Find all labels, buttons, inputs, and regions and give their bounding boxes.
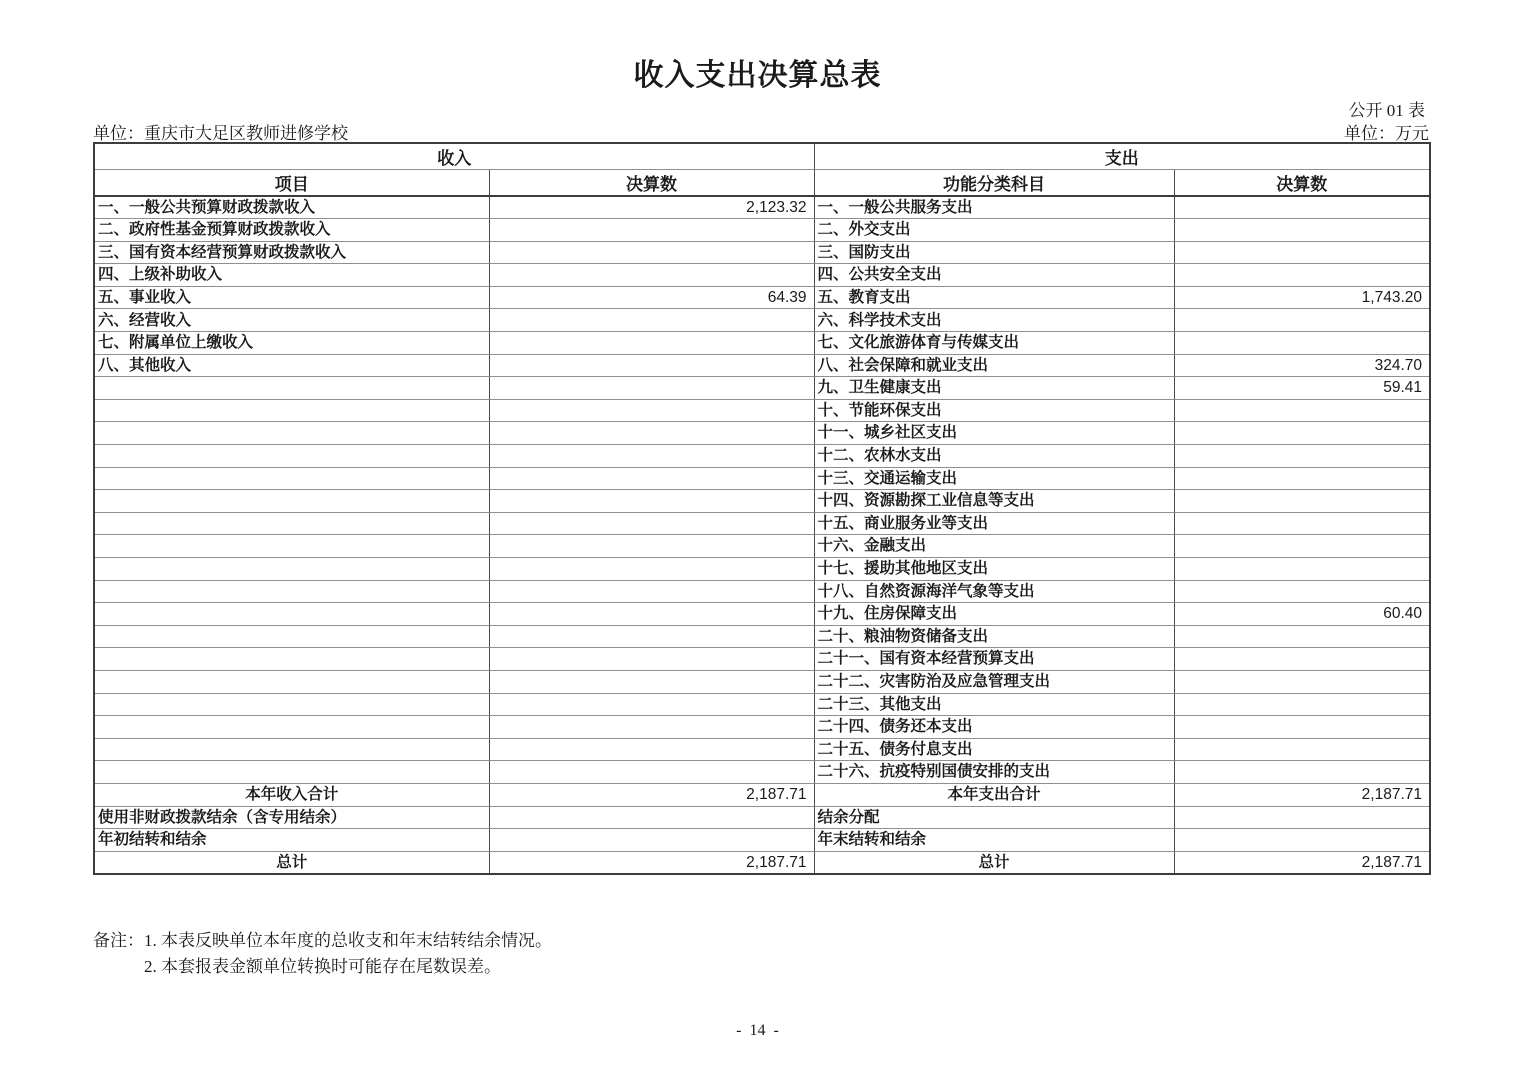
expenditure-item-cell: 六、科学技术支出 [814,309,1174,332]
expenditure-amount-cell [1174,761,1430,784]
revenue-amount-cell: 2,187.71 [489,851,814,874]
revenue-item-cell: 总计 [94,851,489,874]
col-header-revenue-amount: 决算数 [489,170,814,197]
expenditure-amount-cell [1174,422,1430,445]
revenue-amount-cell [489,535,814,558]
page-title: 收入支出决算总表 [633,59,882,92]
expenditure-item-cell: 十六、金融支出 [814,535,1174,558]
revenue-amount-cell [489,580,814,603]
expenditure-item-cell: 九、卫生健康支出 [814,377,1174,400]
table-row [94,422,1430,445]
expenditure-amount-cell: 2,187.71 [1174,783,1430,806]
revenue-item-cell: 六、经营收入 [94,309,489,332]
expenditure-amount-cell [1174,196,1430,219]
table-row [94,512,1430,535]
table-row [94,309,1430,332]
expenditure-amount-cell [1174,829,1430,852]
expenditure-item-cell: 十二、农林水支出 [814,445,1174,468]
revenue-item-cell [94,377,489,400]
revenue-amount-cell [489,648,814,671]
revenue-amount-cell [489,219,814,242]
expenditure-item-cell: 本年支出合计 [814,783,1174,806]
col-header-item: 项目 [94,170,489,197]
table-row [94,558,1430,581]
expenditure-item-cell: 十七、援助其他地区支出 [814,558,1174,581]
revenue-amount-cell [489,422,814,445]
revenue-amount-cell [489,399,814,422]
section-header-row [94,143,1430,170]
unit-name-label: 单位：重庆市大足区教师进修学校 [93,124,348,143]
revenue-amount-cell [489,829,814,852]
revenue-amount-cell [489,354,814,377]
table-row [94,241,1430,264]
revenue-item-cell: 本年收入合计 [94,783,489,806]
revenue-item-cell [94,625,489,648]
expenditure-item-cell: 一、一般公共服务支出 [814,196,1174,219]
expenditure-item-cell: 十八、自然资源海洋气象等支出 [814,580,1174,603]
revenue-item-cell [94,558,489,581]
expenditure-item-cell: 年末结转和结余 [814,829,1174,852]
table-row [94,219,1430,242]
table-row [94,580,1430,603]
revenue-amount-cell: 2,187.71 [489,783,814,806]
notes-block [93,928,552,981]
expenditure-item-cell: 七、文化旅游体育与传媒支出 [814,332,1174,355]
expenditure-item-cell: 四、公共安全支出 [814,264,1174,287]
revenue-amount-cell [489,693,814,716]
expenditure-item-cell: 二、外交支出 [814,219,1174,242]
table-row [94,806,1430,829]
expenditure-amount-cell [1174,580,1430,603]
revenue-amount-cell [489,558,814,581]
expenditure-amount-cell: 60.40 [1174,603,1430,626]
expenditure-amount-cell: 1,743.20 [1174,286,1430,309]
table-row [94,851,1430,874]
revenue-item-cell [94,490,489,513]
revenue-amount-cell [489,445,814,468]
table-number-label: 公开 01 表 [1348,101,1425,120]
expenditure-item-cell: 总计 [814,851,1174,874]
table-row [94,783,1430,806]
revenue-item-cell [94,422,489,445]
col-header-expenditure-amount: 决算数 [1174,170,1430,197]
expenditure-amount-cell [1174,806,1430,829]
expenditure-amount-cell [1174,309,1430,332]
revenue-item-cell [94,603,489,626]
table-row [94,603,1430,626]
revenue-item-cell [94,399,489,422]
expenditure-amount-cell [1174,625,1430,648]
table-header [94,143,1430,196]
expenditure-item-cell: 十、节能环保支出 [814,399,1174,422]
revenue-amount-cell [489,490,814,513]
revenue-section-header: 收入 [94,143,814,170]
table-row [94,264,1430,287]
page-number: - 14 - [736,1022,779,1039]
revenue-item-cell [94,445,489,468]
revenue-amount-cell: 64.39 [489,286,814,309]
table-row [94,467,1430,490]
note-line-2: 2. 本套报表金额单位转换时可能存在尾数误差。 [144,957,501,977]
table-row [94,196,1430,219]
revenue-amount-cell [489,603,814,626]
expenditure-amount-cell [1174,445,1430,468]
expenditure-amount-cell: 2,187.71 [1174,851,1430,874]
revenue-item-cell [94,580,489,603]
column-header-row [94,170,1430,197]
table-row [94,445,1430,468]
expenditure-item-cell: 二十、粮油物资储备支出 [814,625,1174,648]
revenue-amount-cell [489,377,814,400]
revenue-amount-cell [489,738,814,761]
expenditure-amount-cell [1174,490,1430,513]
col-header-function-category: 功能分类科目 [814,170,1174,197]
expenditure-item-cell: 二十一、国有资本经营预算支出 [814,648,1174,671]
revenue-item-cell [94,512,489,535]
expenditure-item-cell: 十一、城乡社区支出 [814,422,1174,445]
expenditure-item-cell: 十九、住房保障支出 [814,603,1174,626]
revenue-item-cell: 四、上级补助收入 [94,264,489,287]
expenditure-amount-cell [1174,241,1430,264]
revenue-amount-cell [489,670,814,693]
expenditure-amount-cell [1174,467,1430,490]
expenditure-item-cell: 二十五、债务付息支出 [814,738,1174,761]
revenue-item-cell: 使用非财政拨款结余（含专用结余） [94,806,489,829]
table-row [94,670,1430,693]
expenditure-item-cell: 二十三、其他支出 [814,693,1174,716]
table-row [94,829,1430,852]
expenditure-item-cell: 十四、资源勘探工业信息等支出 [814,490,1174,513]
revenue-item-cell [94,761,489,784]
revenue-amount-cell [489,716,814,739]
revenue-amount-cell [489,806,814,829]
revenue-item-cell: 七、附属单位上缴收入 [94,332,489,355]
expenditure-amount-cell [1174,558,1430,581]
revenue-item-cell [94,670,489,693]
expenditure-item-cell: 十三、交通运输支出 [814,467,1174,490]
revenue-amount-cell [489,761,814,784]
table-body [94,196,1430,874]
table-row [94,377,1430,400]
table-row [94,648,1430,671]
table-row [94,490,1430,513]
revenue-item-cell [94,535,489,558]
expenditure-amount-cell [1174,219,1430,242]
revenue-item-cell [94,716,489,739]
table-row [94,286,1430,309]
expenditure-item-cell: 十五、商业服务业等支出 [814,512,1174,535]
expenditure-item-cell: 结余分配 [814,806,1174,829]
revenue-amount-cell [489,241,814,264]
expenditure-amount-cell: 324.70 [1174,354,1430,377]
expenditure-amount-cell [1174,535,1430,558]
revenue-item-cell: 五、事业收入 [94,286,489,309]
revenue-item-cell: 年初结转和结余 [94,829,489,852]
table-row [94,332,1430,355]
note-line-1: 1. 本表反映单位本年度的总收支和年末结转结余情况。 [144,931,552,950]
notes-lines [144,928,552,981]
revenue-amount-cell [489,467,814,490]
expenditure-amount-cell [1174,648,1430,671]
expenditure-amount-cell: 59.41 [1174,377,1430,400]
revenue-item-cell [94,467,489,490]
expenditure-item-cell: 五、教育支出 [814,286,1174,309]
expenditure-amount-cell [1174,332,1430,355]
expenditure-amount-cell [1174,670,1430,693]
expenditure-amount-cell [1174,693,1430,716]
table-row [94,693,1430,716]
revenue-amount-cell [489,264,814,287]
expenditure-item-cell: 八、社会保障和就业支出 [814,354,1174,377]
revenue-item-cell: 一、一般公共预算财政拨款收入 [94,196,489,219]
table-row [94,535,1430,558]
table-row [94,761,1430,784]
revenue-amount-cell: 2,123.32 [489,196,814,219]
revenue-item-cell [94,693,489,716]
expenditure-amount-cell [1174,716,1430,739]
expenditure-item-cell: 三、国防支出 [814,241,1174,264]
revenue-item-cell: 八、其他收入 [94,354,489,377]
expenditure-amount-cell [1174,264,1430,287]
budget-summary-table [93,142,1431,875]
table-row [94,716,1430,739]
expenditure-amount-cell [1174,738,1430,761]
expenditure-item-cell: 二十四、债务还本支出 [814,716,1174,739]
expenditure-item-cell: 二十六、抗疫特别国债安排的支出 [814,761,1174,784]
expenditure-section-header: 支出 [814,143,1430,170]
notes-label: 备注： [93,931,144,950]
table-row [94,738,1430,761]
revenue-item-cell: 二、政府性基金预算财政拨款收入 [94,219,489,242]
revenue-item-cell [94,738,489,761]
revenue-amount-cell [489,309,814,332]
revenue-amount-cell [489,512,814,535]
revenue-amount-cell [489,332,814,355]
revenue-amount-cell [489,625,814,648]
meta-row [93,119,1429,144]
table-row [94,354,1430,377]
revenue-item-cell [94,648,489,671]
expenditure-amount-cell [1174,399,1430,422]
expenditure-amount-cell [1174,512,1430,535]
table-row [94,399,1430,422]
revenue-item-cell: 三、国有资本经营预算财政拨款收入 [94,241,489,264]
unit-measure-label: 单位：万元 [1344,124,1429,143]
expenditure-item-cell: 二十二、灾害防治及应急管理支出 [814,670,1174,693]
table-row [94,625,1430,648]
